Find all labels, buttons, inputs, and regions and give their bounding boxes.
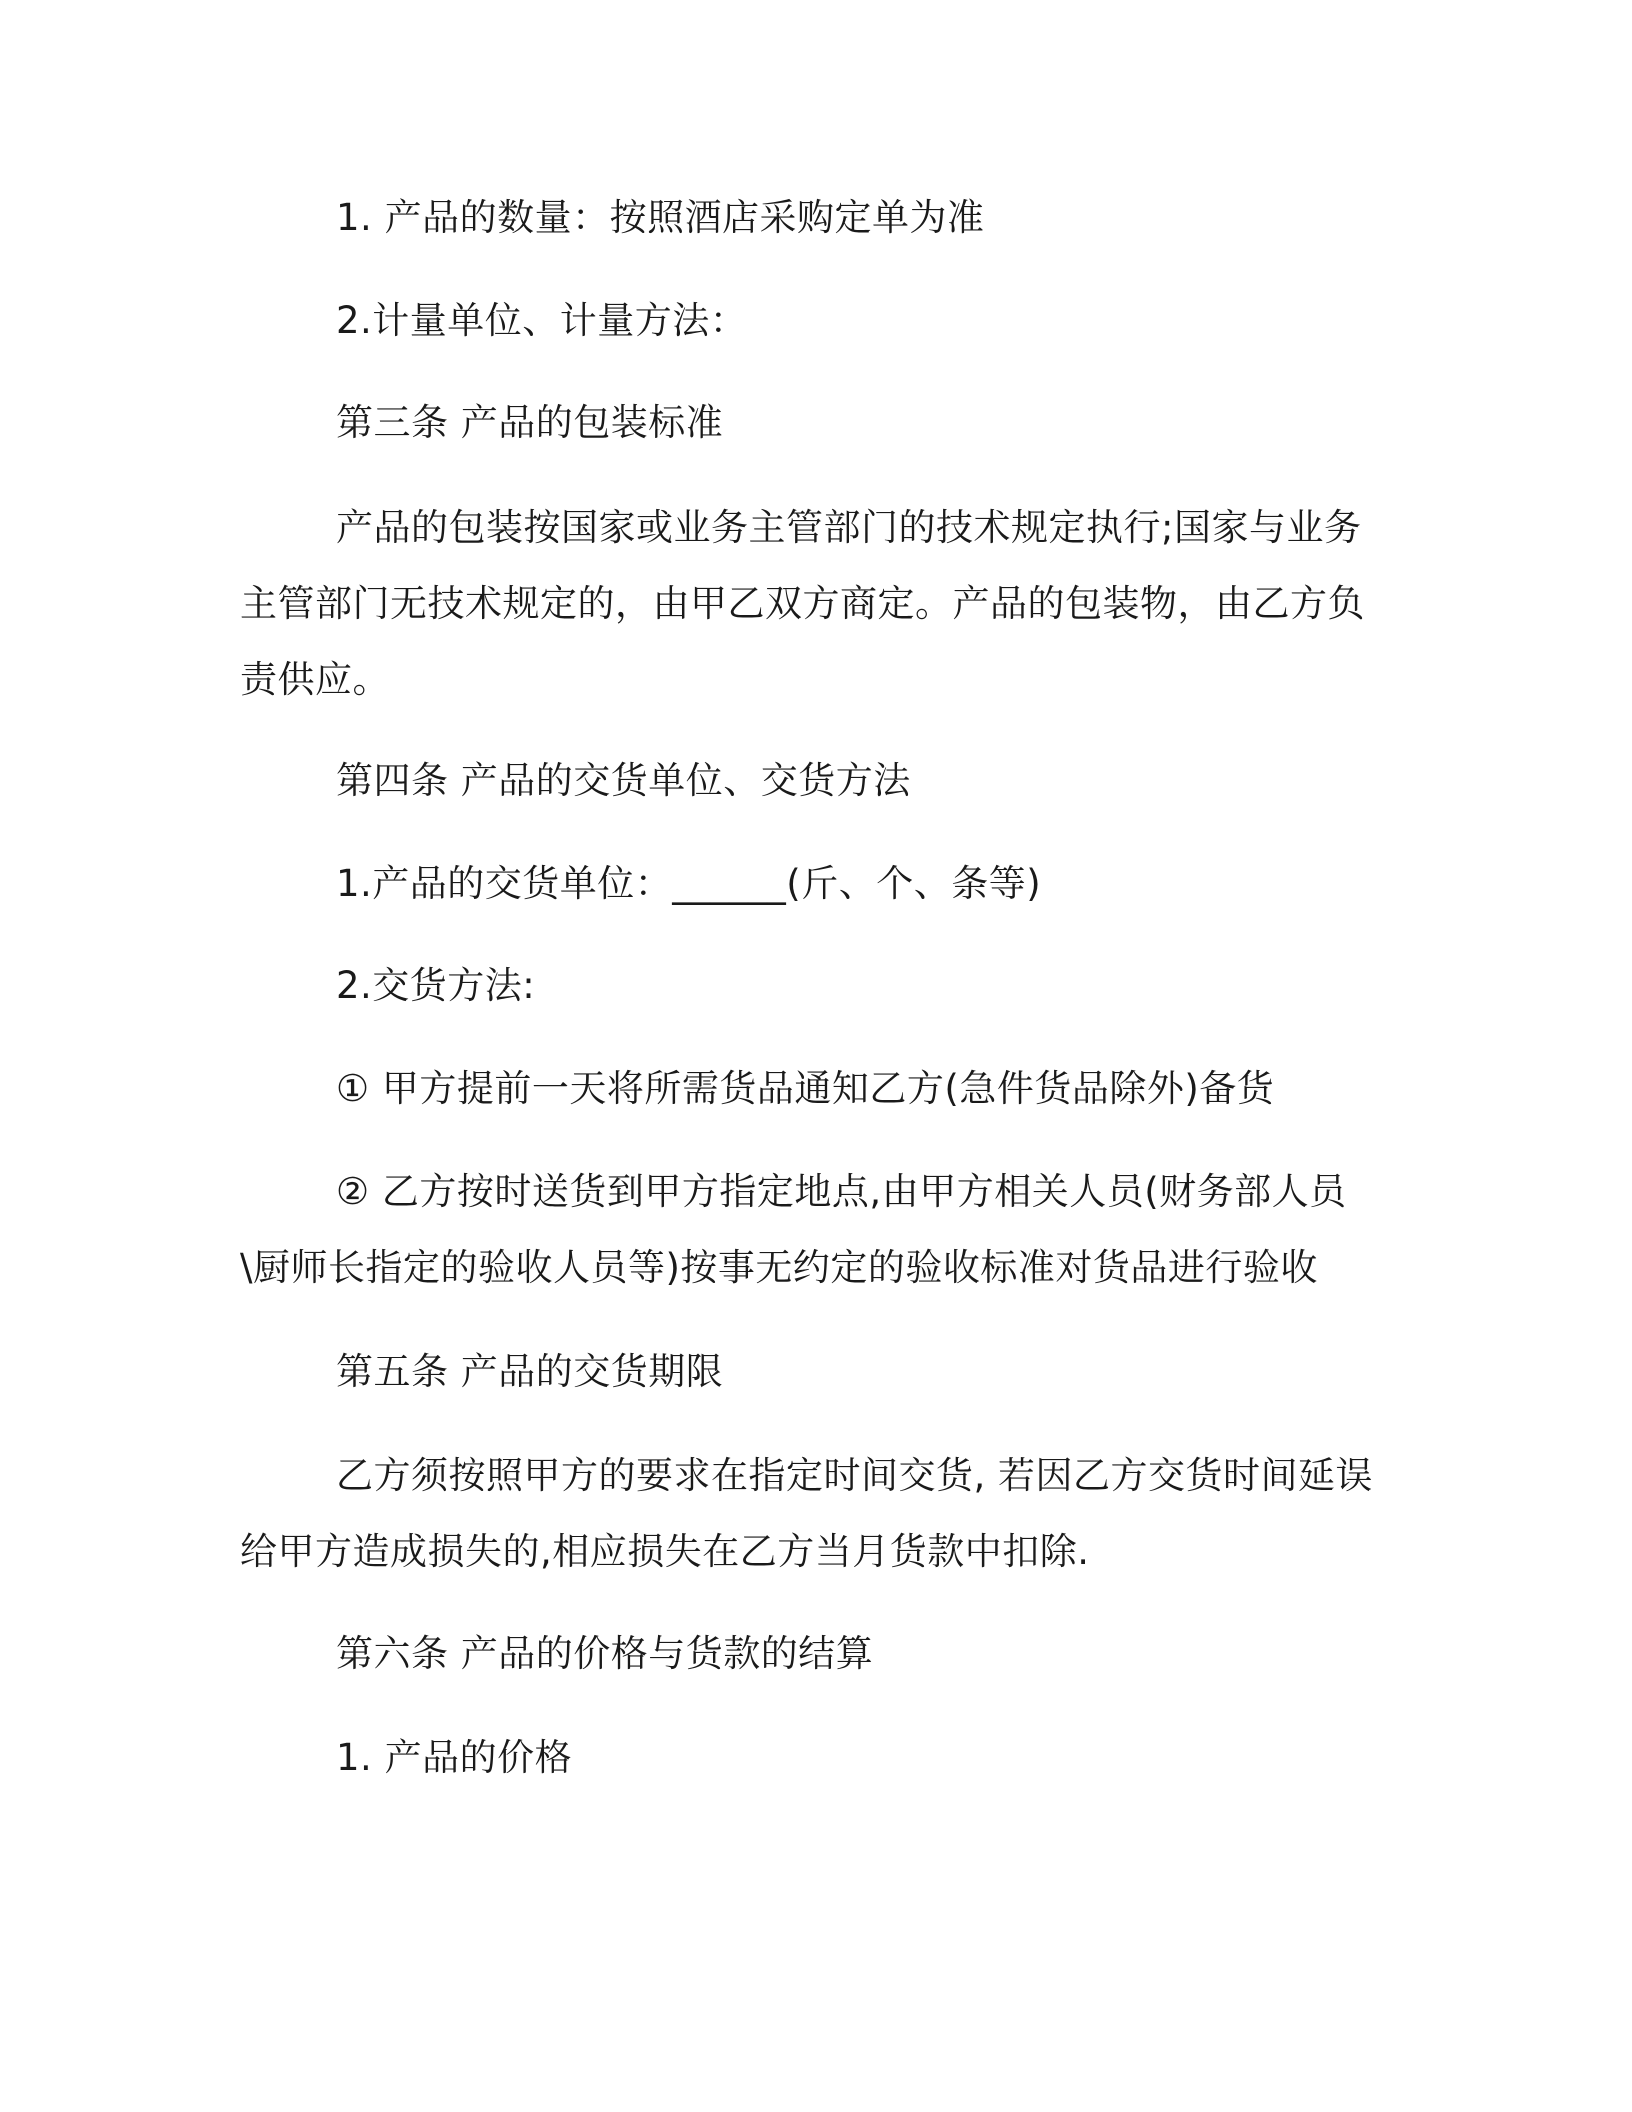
paragraph-product-quantity: 1. 产品的数量：按照酒店采购定单为准 — [336, 196, 985, 239]
paragraph-delivery-unit: 1.产品的交货单位：______(斤、个、条等) — [336, 862, 1042, 905]
list-item-delivery-step-1: ① 甲方提前一天将所需货品通知乙方(急件货品除外)备货 — [336, 1067, 1275, 1110]
list-item-delivery-step-2: ② 乙方按时送货到甲方指定地点,由甲方相关人员(财务部人员\厨师长指定的验收人员等)按事无约定的验收标准对货品进行验收 — [240, 1170, 1347, 1289]
paragraph-product-price: 1. 产品的价格 — [336, 1736, 573, 1779]
paragraph-packaging-standard: 产品的包装按国家或业务主管部门的技术规定执行;国家与业务主管部门无技术规定的，由甲乙双方商定。产品的包装物，由乙方负责供应。 — [240, 506, 1365, 701]
heading-article-4: 第四条 产品的交货单位、交货方法 — [336, 759, 911, 802]
heading-article-3: 第三条 产品的包装标准 — [336, 401, 724, 444]
heading-article-5: 第五条 产品的交货期限 — [336, 1350, 724, 1393]
paragraph-delivery-method: 2.交货方法: — [336, 964, 536, 1007]
paragraph-measurement-unit: 2.计量单位、计量方法： — [336, 299, 748, 342]
heading-article-6: 第六条 产品的价格与货款的结算 — [336, 1632, 874, 1675]
paragraph-delivery-deadline: 乙方须按照甲方的要求在指定时间交货, 若因乙方交货时间延误给甲方造成损失的,相应损失在乙方当月货款中扣除. — [240, 1454, 1374, 1573]
